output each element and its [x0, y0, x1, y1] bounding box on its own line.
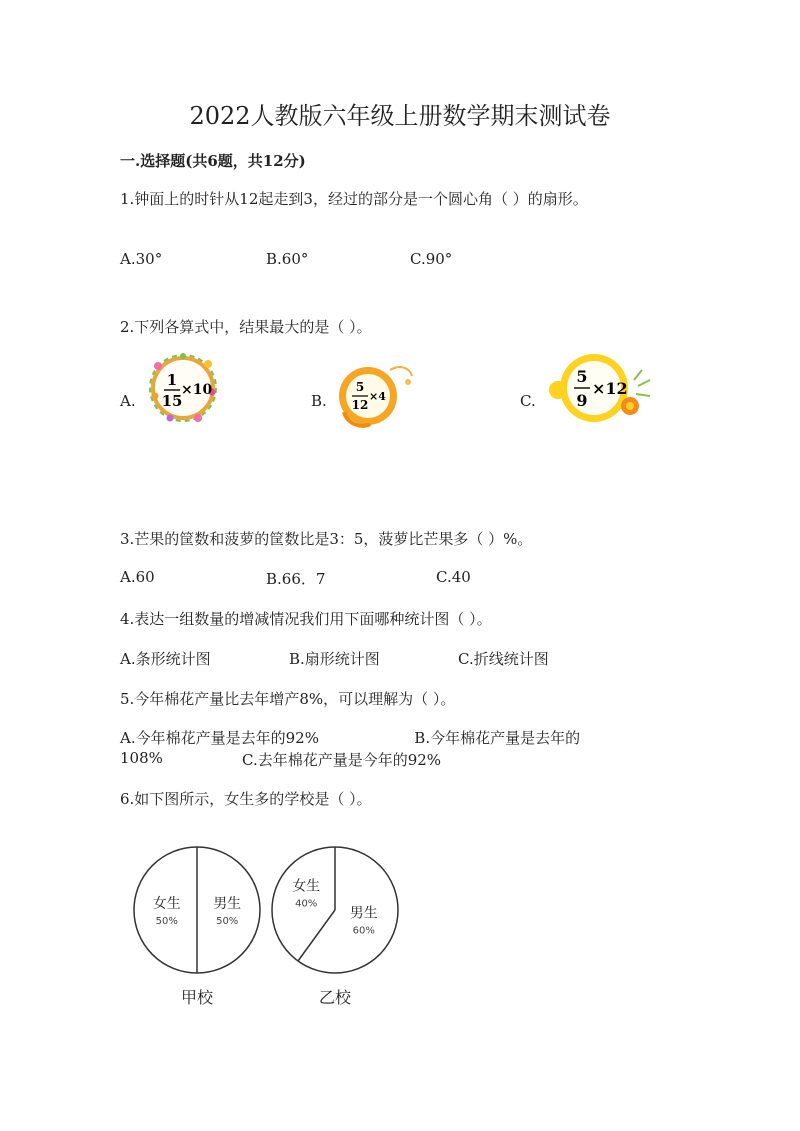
- expression-b-ring: [330, 360, 414, 430]
- pie-slice-label: 男生: [213, 896, 242, 912]
- pie-slice-value: 60%: [352, 925, 375, 937]
- q4-option-c: C.折线统计图: [458, 650, 549, 668]
- q4-option-b: B.扇形统计图: [289, 650, 380, 668]
- pie-slice-value: 40%: [295, 898, 318, 910]
- expr-c-denominator: 9: [576, 391, 588, 410]
- pie-caption: 甲校: [180, 988, 214, 1007]
- expression-c-ring: [546, 350, 656, 428]
- orange-ring-icon: [330, 360, 414, 430]
- page-title: 2022人教版六年级上册数学期末测试卷: [189, 102, 611, 130]
- question-5: 5.今年棉花产量比去年增产8%，可以理解为（ ）。: [120, 690, 456, 708]
- pie-slice-label: 男生: [349, 905, 378, 922]
- q3-option-b: B.66．7: [266, 570, 326, 588]
- expr-a-denominator: 15: [161, 392, 183, 410]
- q2-option-c: C.: [520, 392, 536, 410]
- question-1: 1.钟面上的时针从12起走到3，经过的部分是一个圆心角（ ）的扇形。: [120, 190, 588, 208]
- expr-b-operator: ×4: [369, 390, 386, 403]
- pie-slice-value: 50%: [216, 916, 239, 927]
- expr-b-denominator: 12: [351, 398, 369, 412]
- pie-charts: [120, 840, 420, 1020]
- expr-b-numerator: 5: [355, 380, 365, 394]
- q1-option-c: C.90°: [410, 250, 453, 268]
- q2-option-a: A.: [120, 392, 136, 410]
- pie-slice-value: 50%: [155, 916, 178, 927]
- q5-options-line-2b: C.去年棉花产量是今年的92%: [242, 751, 442, 769]
- expression-a-wreath: [146, 352, 220, 424]
- question-3: 3.芒果的筐数和菠萝的筐数比是3：5，菠萝比芒果多（ ）%。: [120, 530, 533, 548]
- expr-c-numerator: 5: [576, 367, 588, 386]
- expr-c-operator: ×12: [592, 379, 628, 398]
- q5-options-line-1: A.今年棉花产量是去年的92% B.今年棉花产量是去年的: [120, 729, 581, 747]
- yellow-ring-flower-icon: [546, 350, 656, 428]
- q1-option-b: B.60°: [266, 250, 309, 268]
- q3-option-c: C.40: [436, 568, 471, 586]
- q3-option-a: A.60: [120, 568, 155, 586]
- expr-a-operator: ×10: [181, 382, 213, 398]
- q2-option-b: B.: [311, 392, 327, 410]
- pie-slice-label: 女生: [152, 896, 181, 912]
- pie-slice-label: 女生: [292, 878, 321, 895]
- question-4: 4.表达一组数量的增减情况我们用下面哪种统计图（ ）。: [120, 610, 492, 628]
- question-2: 2.下列各算式中，结果最大的是（ ）。: [120, 318, 372, 336]
- q5-options-line-2a: 108%: [120, 749, 163, 767]
- expr-a-numerator: 1: [166, 371, 178, 389]
- q4-option-a: A.条形统计图: [120, 650, 211, 668]
- q1-option-a: A.30°: [120, 250, 163, 268]
- flower-wreath-icon: [146, 352, 220, 424]
- question-6: 6.如下图所示，女生多的学校是（ ）。: [120, 790, 372, 808]
- pie-caption: 乙校: [318, 988, 352, 1007]
- section-heading: 一.选择题(共6题，共12分): [120, 152, 306, 170]
